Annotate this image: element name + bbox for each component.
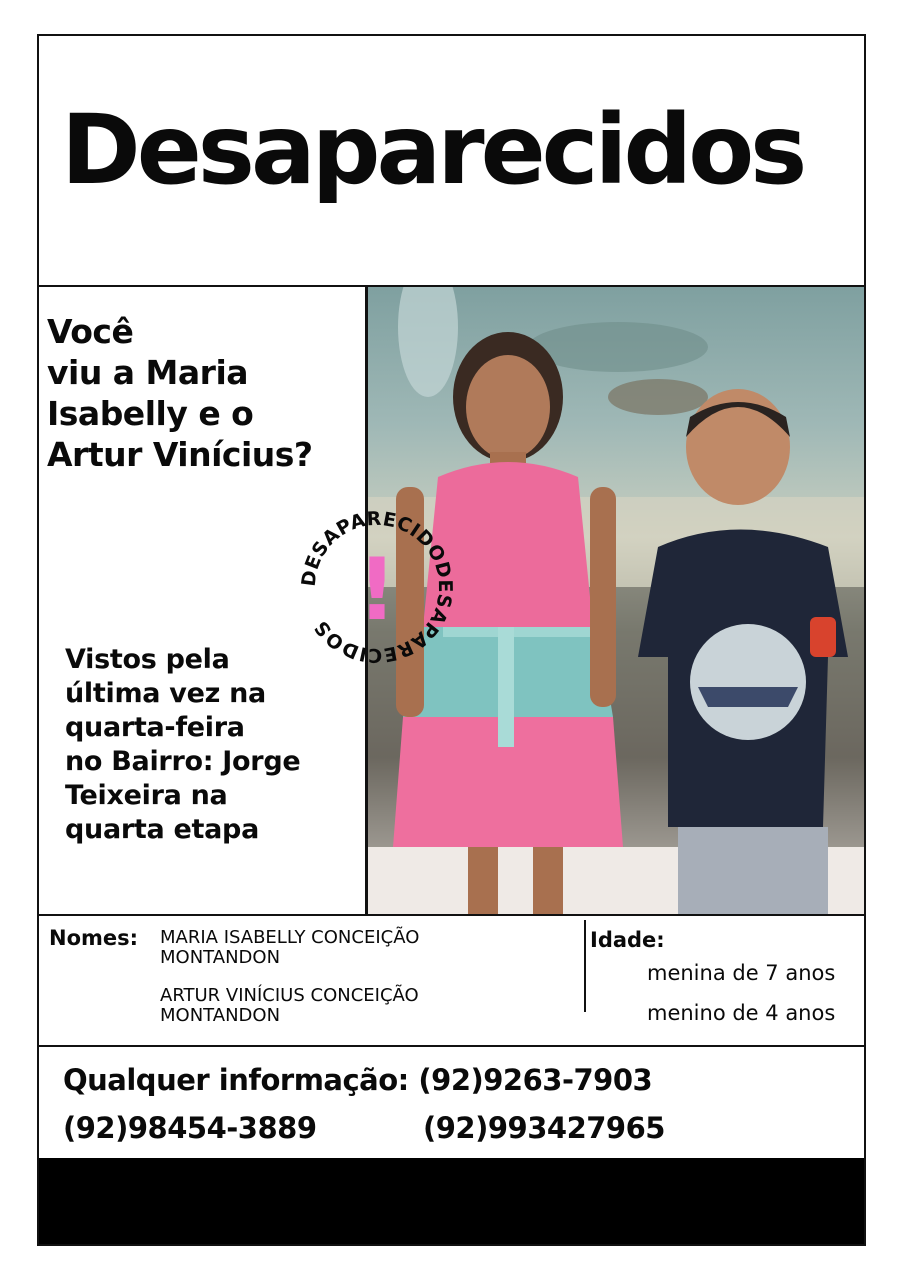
title-area [39, 36, 864, 287]
question-line: Artur Vinícius? [47, 435, 313, 474]
stamp-ring-text: DESAPARECIDODESAPARECIDOS [297, 507, 457, 667]
question-line: viu a Maria [47, 353, 249, 392]
last-seen-line: quarta etapa [65, 814, 259, 845]
exclamation-mark: ! [357, 540, 397, 640]
age-girl: menina de 7 anos [647, 961, 836, 985]
last-seen-line: quarta-feira [65, 712, 245, 743]
desaparecidos-stamp [297, 507, 457, 667]
contact-section [39, 1047, 864, 1158]
name-1-line-1: MARIA ISABELLY CONCEIÇÃO [160, 927, 420, 948]
last-seen-line: no Bairro: Jorge [65, 746, 301, 777]
contact-line-1 [63, 1063, 652, 1097]
phone-2: (92)98454-3889 [63, 1111, 317, 1145]
info-section [39, 916, 864, 1047]
name-2-line-2: MONTANDON [160, 1005, 281, 1026]
last-seen-line: Vistos pela [65, 644, 230, 675]
question-line: Você [47, 312, 134, 351]
age-boy: menino de 4 anos [647, 1001, 836, 1025]
age-label: Idade: [590, 928, 665, 952]
names-label: Nomes: [49, 926, 139, 950]
phone-1: (92)9263-7903 [418, 1063, 653, 1097]
info-divider [584, 920, 586, 1012]
last-seen-line: última vez na [65, 678, 266, 709]
missing-poster [37, 34, 866, 1246]
contact-label: Qualquer informação: [63, 1063, 409, 1097]
last-seen-text [65, 643, 365, 847]
poster-title: Desaparecidos [61, 94, 804, 206]
name-1-line-2: MONTANDON [160, 947, 281, 968]
phone-3: (92)993427965 [423, 1111, 665, 1145]
last-seen-line: Teixeira na [65, 780, 228, 811]
question-line: Isabelly e o [47, 394, 254, 433]
name-2-line-1: ARTUR VINÍCIUS CONCEIÇÃO [160, 985, 419, 1006]
footer-bar [39, 1158, 864, 1246]
middle-section [39, 287, 864, 916]
question-text [47, 311, 377, 475]
